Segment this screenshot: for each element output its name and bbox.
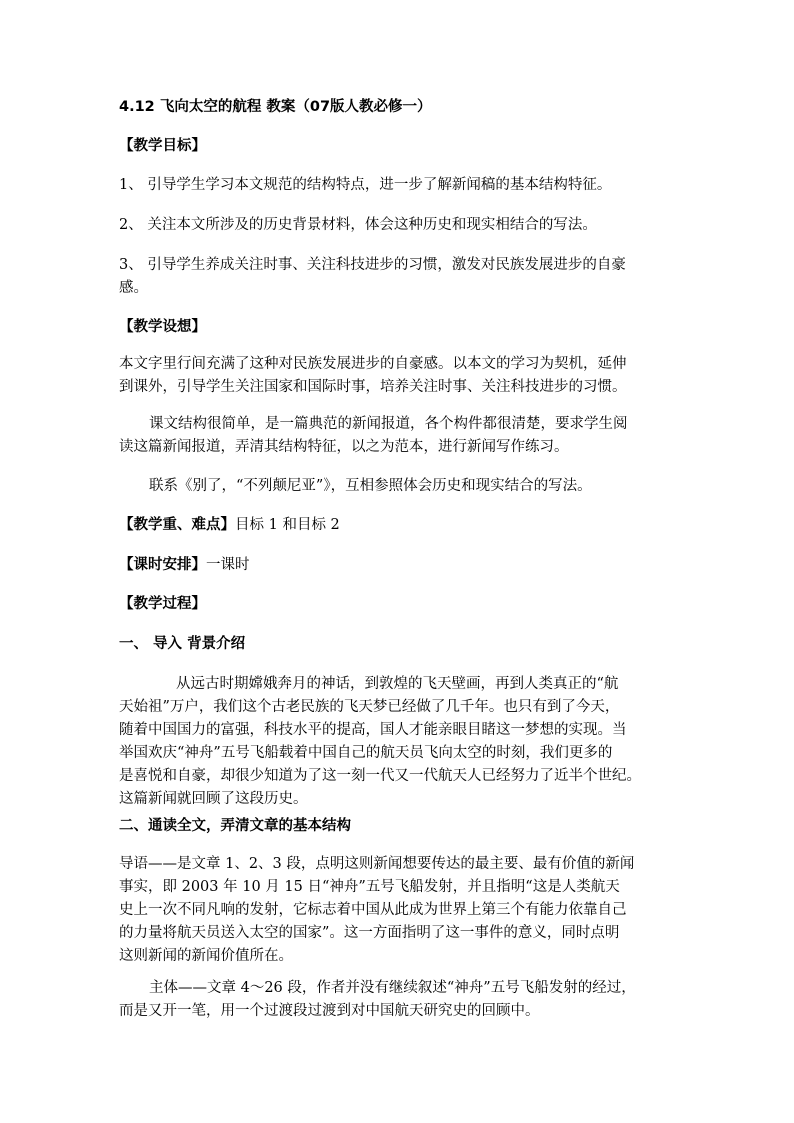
goal-item-2: 2、 关注本文所涉及的历史背景材料，体会这种历史和现实相结合的写法。 (119, 217, 597, 233)
section-1-line-4: 举国欢庆“神舟”五号飞船载着中国自己的航天员飞向太空的时刻，我们更多的 (119, 745, 613, 761)
goal-item-3-line-2: 感。 (119, 280, 148, 296)
goals-heading: 【教学目标】 (119, 138, 206, 154)
schedule-line (119, 553, 684, 577)
schedule-text: 一课时 (206, 557, 250, 573)
goal-item-3-line-1: 3、 引导学生养成关注时事、关注科技进步的习惯，激发对民族发展进步的自豪 (119, 257, 626, 273)
section-1-line-2: 天始祖”万户，我们这个古老民族的飞天梦已经做了几千年。也只有到了今天， (119, 699, 620, 715)
section-2-paragraph-1-line-5: 这则新闻的新闻价值所在。 (119, 948, 293, 964)
section-1-heading: 一、 导入 背景介绍 (119, 636, 246, 652)
section-1-line-3: 随着中国国力的富强，科技水平的提高，国人才能亲眼目睹这一梦想的实现。当 (119, 722, 627, 738)
design-paragraph-1-line-2: 到课外，引导学生关注国家和国际时事，培养关注时事、关注科技进步的习惯。 (119, 379, 627, 395)
design-paragraph-2-line-2: 读这篇新闻报道，弄清其结构特征，以之为范本，进行新闻写作练习。 (119, 439, 569, 455)
focus-line (119, 513, 684, 537)
focus-heading: 【教学重、难点】 (119, 517, 235, 533)
section-1-line-1: 从远古时期嫦娥奔月的神话，到敦煌的飞天壁画，再到人类真正的“航 (176, 676, 619, 692)
section-2-paragraph-2-line-2: 而是又开一笔，用一个过渡段过渡到对中国航天研究史的回顾中。 (119, 1003, 540, 1019)
design-paragraph-1-line-1: 本文字里行间充满了这种对民族发展进步的自豪感。以本文的学习为契机，延伸 (119, 356, 627, 372)
process-heading: 【教学过程】 (119, 596, 206, 612)
section-2-paragraph-2-line-1: 主体——文章 4～26 段，作者并没有继续叙述“神舟”五号飞船发射的经过， (149, 980, 636, 996)
document-title: 4.12 飞向太空的航程 教案（07版人教必修一） (119, 99, 432, 115)
focus-text: 目标 1 和目标 2 (235, 517, 340, 533)
section-2-heading: 二、通读全文，弄清文章的基本结构 (119, 818, 351, 834)
section-1-line-5: 是喜悦和自豪，却很少知道为了这一刻一代又一代航天人已经努力了近半个世纪。 (119, 768, 641, 784)
goal-item-1: 1、 引导学生学习本文规范的结构特点，进一步了解新闻稿的基本结构特征。 (119, 177, 612, 193)
section-2-paragraph-1-line-1: 导语——是文章 1、2、3 段，点明这则新闻想要传达的最主要、最有价值的新闻 (119, 856, 635, 872)
section-1-line-6: 这篇新闻就回顾了这段历史。 (119, 791, 308, 807)
section-2-paragraph-1-line-4: 的力量将航天员送入太空的国家”。这一方面指明了这一事件的意义，同时点明 (119, 925, 620, 941)
section-2-paragraph-1-line-3: 史上一次不同凡响的发射，它标志着中国从此成为世界上第三个有能力依靠自己 (119, 902, 627, 918)
design-paragraph-3: 联系《别了，“不列颠尼亚”》，互相参照体会历史和现实结合的写法。 (149, 478, 592, 494)
design-paragraph-2-line-1: 课文结构很简单，是一篇典范的新闻报道，各个构件都很清楚，要求学生阅 (149, 416, 628, 432)
schedule-heading: 【课时安排】 (119, 557, 206, 573)
design-heading: 【教学设想】 (119, 319, 206, 335)
section-2-paragraph-1-line-2: 事实，即 2003 年 10 月 15 日“神舟”五号飞船发射，并且指明“这是人类航天 (119, 879, 620, 895)
